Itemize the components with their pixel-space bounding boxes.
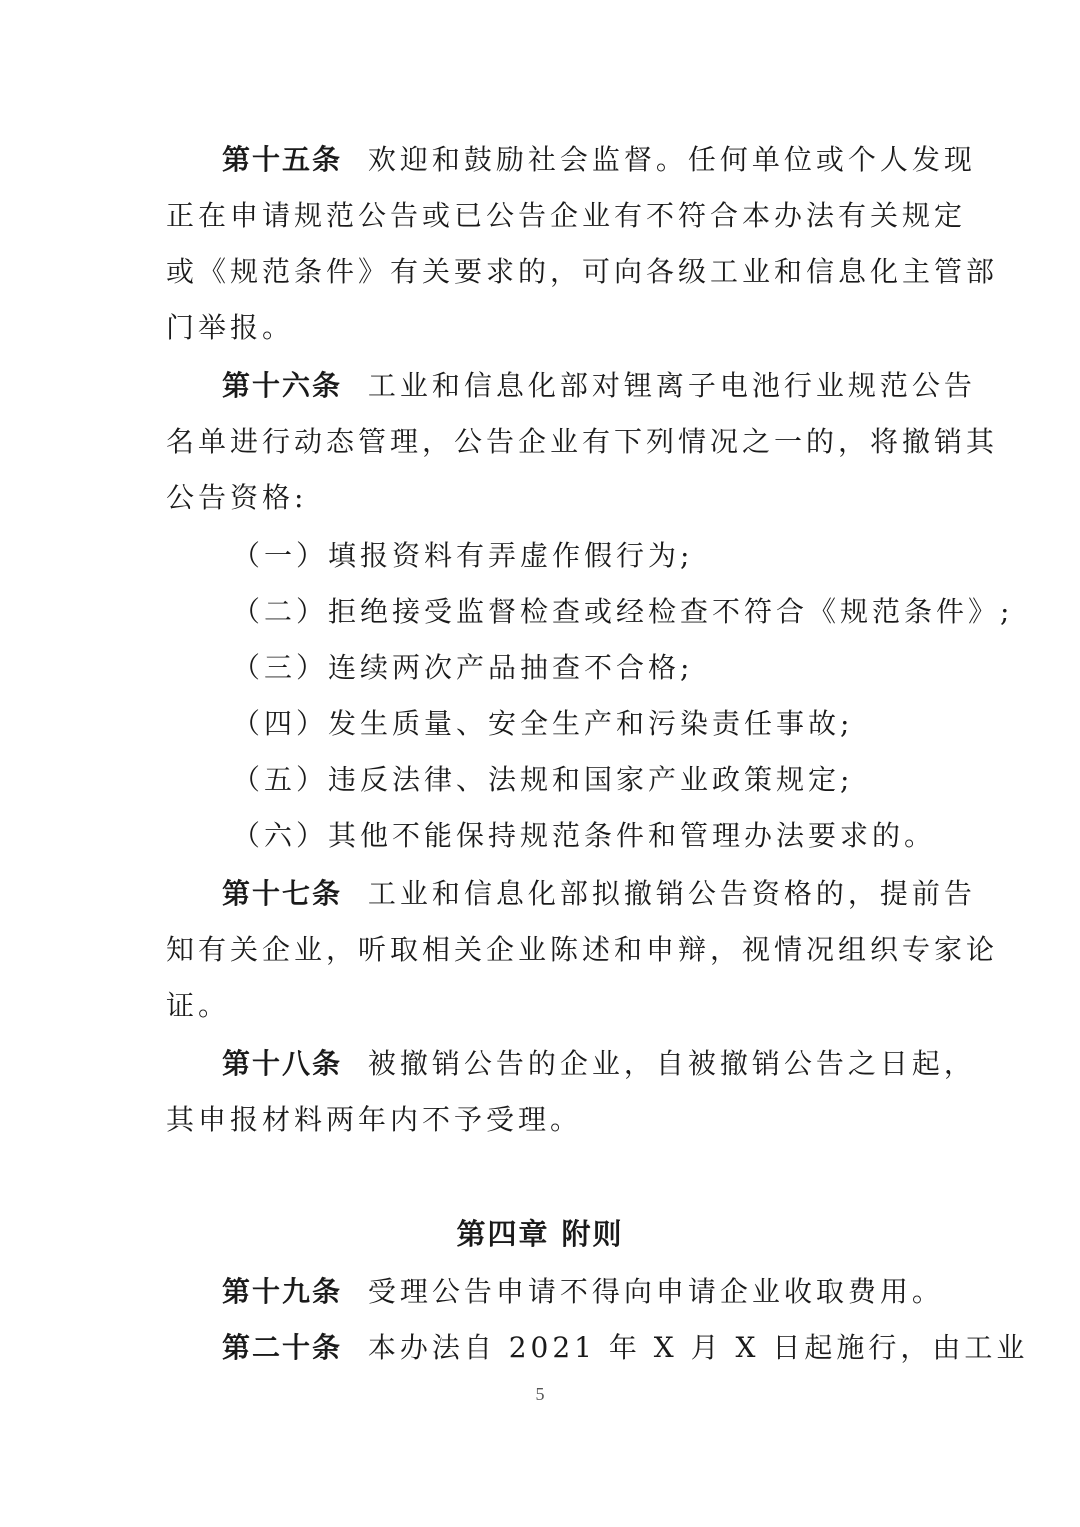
article-18-line-2: 其申报材料两年内不予受理。 bbox=[166, 1103, 583, 1136]
article-16-label: 第十六条 bbox=[222, 369, 343, 402]
article-16-line-1: 第十六条 工业和信息化部对锂离子电池行业规范公告 bbox=[222, 369, 976, 402]
article-19-line-1: 第十九条 受理公告申请不得向申请企业收取费用。 bbox=[222, 1275, 944, 1308]
article-16-item-4: （四）发生质量、安全生产和污染责任事故; bbox=[232, 707, 854, 740]
article-16-line-2: 名单进行动态管理，公告企业有下列情况之一的，将撤销其 bbox=[166, 425, 999, 458]
article-20-label: 第二十条 bbox=[222, 1331, 343, 1364]
article-17-label: 第十七条 bbox=[222, 877, 343, 910]
article-17-line-1: 第十七条 工业和信息化部拟撤销公告资格的，提前告 bbox=[222, 877, 976, 910]
article-15-line-1: 第十五条 欢迎和鼓励社会监督。任何单位或个人发现 bbox=[222, 143, 976, 176]
article-16-item-2: （二）拒绝接受监督检查或经检查不符合《规范条件》; bbox=[232, 595, 1014, 628]
article-18-label: 第十八条 bbox=[222, 1047, 343, 1080]
article-18-line-1: 第十八条 被撤销公告的企业，自被撤销公告之日起， bbox=[222, 1047, 976, 1080]
article-20-line-1: 第二十条 本办法自 2021 年 X 月 X 日起施行，由工业 bbox=[222, 1331, 1029, 1364]
article-15-line-3: 或《规范条件》有关要求的，可向各级工业和信息化主管部 bbox=[166, 255, 999, 288]
article-19-label: 第十九条 bbox=[222, 1275, 343, 1308]
page-number: 5 bbox=[535, 1384, 545, 1404]
article-16-line-3: 公告资格: bbox=[166, 481, 308, 514]
article-16-item-3: （三）连续两次产品抽查不合格; bbox=[232, 651, 694, 684]
article-17-line-3: 证。 bbox=[166, 989, 231, 1022]
article-15-line-4: 门举报。 bbox=[166, 311, 295, 344]
article-16-item-1: （一）填报资料有弄虚作假行为; bbox=[232, 539, 694, 572]
article-16-item-6: （六）其他不能保持规范条件和管理办法要求的。 bbox=[232, 819, 937, 852]
article-16-item-5: （五）违反法律、法规和国家产业政策规定; bbox=[232, 763, 854, 796]
article-17-line-2: 知有关企业，听取相关企业陈述和申辩，视情况组织专家论 bbox=[166, 933, 999, 966]
article-15-label: 第十五条 bbox=[222, 143, 343, 176]
article-15-line-2: 正在申请规范公告或已公告企业有不符合本办法有关规定 bbox=[166, 199, 967, 232]
chapter-4-heading: 第四章 附则 bbox=[456, 1217, 624, 1251]
